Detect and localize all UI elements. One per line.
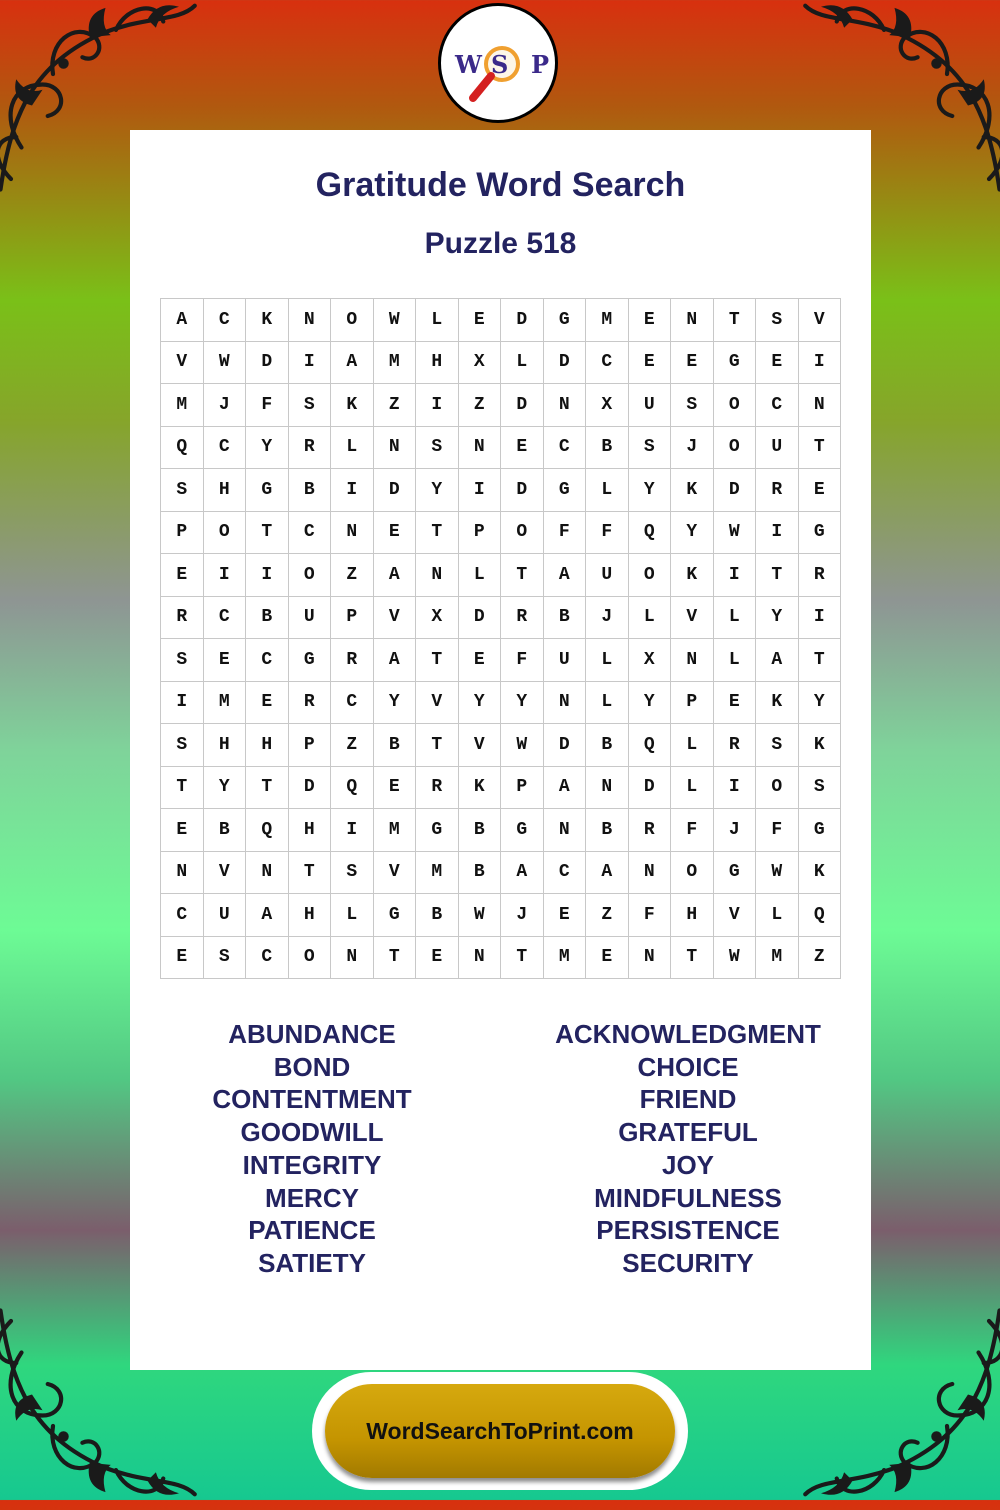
grid-cell[interactable]: T <box>671 937 714 980</box>
grid-cell[interactable]: N <box>544 682 587 725</box>
grid-cell[interactable]: T <box>246 767 289 810</box>
grid-cell[interactable]: C <box>544 427 587 470</box>
grid-cell[interactable]: A <box>544 554 587 597</box>
word-list-item: PATIENCE <box>248 1215 376 1246</box>
grid-cell[interactable]: P <box>459 512 502 555</box>
grid-cell[interactable]: L <box>756 894 799 937</box>
grid-cell[interactable]: A <box>374 554 417 597</box>
grid-cell[interactable]: X <box>459 342 502 385</box>
grid-cell[interactable]: T <box>714 299 757 342</box>
grid-cell[interactable]: E <box>374 512 417 555</box>
grid-cell[interactable]: C <box>246 639 289 682</box>
grid-cell[interactable]: G <box>544 299 587 342</box>
word-list-item: JOY <box>661 1149 715 1180</box>
grid-cell[interactable]: L <box>714 639 757 682</box>
grid-cell[interactable]: F <box>246 384 289 427</box>
grid-cell[interactable]: G <box>501 809 544 852</box>
grid-cell[interactable]: W <box>756 852 799 895</box>
grid-cell[interactable]: D <box>629 767 672 810</box>
grid-cell[interactable]: W <box>501 724 544 767</box>
grid-cell[interactable]: W <box>374 299 417 342</box>
grid-cell[interactable]: L <box>459 554 502 597</box>
puzzle-number: Puzzle 518 <box>424 227 577 260</box>
grid-cell[interactable]: L <box>416 299 459 342</box>
grid-cell[interactable]: I <box>756 512 799 555</box>
logo-letter: P <box>531 50 550 79</box>
grid-cell[interactable]: E <box>374 767 417 810</box>
grid-cell[interactable]: E <box>714 682 757 725</box>
grid-cell[interactable]: O <box>204 512 247 555</box>
word-list-item: CHOICE <box>637 1051 739 1082</box>
grid-cell[interactable]: E <box>204 639 247 682</box>
grid-cell[interactable]: V <box>671 597 714 640</box>
grid-cell[interactable]: B <box>459 852 502 895</box>
grid-cell[interactable]: Y <box>374 682 417 725</box>
grid-cell[interactable]: T <box>501 554 544 597</box>
grid-cell[interactable]: S <box>416 427 459 470</box>
grid-cell[interactable]: P <box>161 512 204 555</box>
grid-cell[interactable]: Y <box>756 597 799 640</box>
grid-cell[interactable]: F <box>629 894 672 937</box>
grid-cell[interactable]: L <box>586 639 629 682</box>
grid-cell[interactable]: S <box>204 937 247 980</box>
page-title: Gratitude Word Search <box>315 166 686 204</box>
grid-cell[interactable]: T <box>246 512 289 555</box>
grid-cell[interactable]: R <box>756 469 799 512</box>
grid-cell[interactable]: C <box>161 894 204 937</box>
grid-cell[interactable]: S <box>161 639 204 682</box>
grid-cell[interactable]: E <box>671 342 714 385</box>
grid-cell[interactable]: I <box>331 809 374 852</box>
grid-cell[interactable]: Y <box>416 469 459 512</box>
grid-cell[interactable]: V <box>799 299 842 342</box>
grid-cell[interactable]: S <box>161 469 204 512</box>
grid-cell[interactable]: Z <box>459 384 502 427</box>
grid-cell[interactable]: C <box>289 512 332 555</box>
grid-cell[interactable]: Z <box>331 724 374 767</box>
word-list-item: MERCY <box>265 1182 359 1213</box>
grid-cell[interactable]: R <box>161 597 204 640</box>
grid-cell[interactable]: O <box>501 512 544 555</box>
grid-cell[interactable]: B <box>459 809 502 852</box>
grid-cell[interactable]: A <box>586 852 629 895</box>
word-list-item: GOODWILL <box>240 1117 384 1148</box>
grid-cell[interactable]: M <box>416 852 459 895</box>
grid-cell[interactable]: O <box>714 384 757 427</box>
grid-cell[interactable]: O <box>629 554 672 597</box>
grid-cell[interactable]: K <box>331 384 374 427</box>
grid-cell[interactable]: H <box>416 342 459 385</box>
grid-cell[interactable]: N <box>289 299 332 342</box>
grid-cell[interactable]: N <box>416 554 459 597</box>
grid-cell[interactable]: U <box>629 384 672 427</box>
grid-cell[interactable]: G <box>714 342 757 385</box>
grid-cell[interactable]: I <box>799 597 842 640</box>
grid-cell[interactable]: O <box>331 299 374 342</box>
grid-cell[interactable]: N <box>459 427 502 470</box>
grid-cell[interactable]: L <box>671 767 714 810</box>
grid-cell[interactable]: H <box>204 469 247 512</box>
grid-cell[interactable]: Y <box>629 682 672 725</box>
grid-cell[interactable]: S <box>629 427 672 470</box>
grid-cell[interactable]: I <box>289 342 332 385</box>
grid-cell[interactable]: G <box>416 809 459 852</box>
grid-cell[interactable]: R <box>799 554 842 597</box>
grid-cell[interactable]: R <box>331 639 374 682</box>
grid-cell[interactable]: I <box>246 554 289 597</box>
grid-cell[interactable]: T <box>161 767 204 810</box>
grid-cell[interactable]: A <box>374 639 417 682</box>
grid-cell[interactable]: R <box>289 427 332 470</box>
grid-cell[interactable]: I <box>714 767 757 810</box>
grid-cell[interactable]: L <box>331 894 374 937</box>
grid-cell[interactable]: V <box>161 342 204 385</box>
grid-cell[interactable]: K <box>756 682 799 725</box>
grid-cell[interactable]: S <box>756 724 799 767</box>
grid-cell[interactable]: J <box>671 427 714 470</box>
word-list-item: MINDFULNESS <box>594 1182 782 1213</box>
grid-cell[interactable]: Q <box>629 512 672 555</box>
grid-cell[interactable]: P <box>671 682 714 725</box>
grid-cell[interactable]: N <box>374 427 417 470</box>
grid-cell[interactable]: E <box>501 427 544 470</box>
grid-cell[interactable]: F <box>586 512 629 555</box>
grid-cell[interactable]: C <box>756 384 799 427</box>
grid-cell[interactable]: R <box>289 682 332 725</box>
grid-cell[interactable]: U <box>756 427 799 470</box>
grid-cell[interactable]: T <box>799 639 842 682</box>
grid-cell[interactable]: S <box>799 767 842 810</box>
grid-cell[interactable]: T <box>416 724 459 767</box>
grid-cell[interactable]: H <box>289 894 332 937</box>
grid-cell[interactable]: Z <box>799 937 842 980</box>
grid-cell[interactable]: A <box>246 894 289 937</box>
grid-cell[interactable]: B <box>289 469 332 512</box>
grid-cell[interactable]: Z <box>374 384 417 427</box>
grid-cell[interactable]: G <box>289 639 332 682</box>
footer-badge <box>312 1372 688 1490</box>
grid-cell[interactable]: N <box>331 512 374 555</box>
grid-cell[interactable]: T <box>416 512 459 555</box>
grid-cell[interactable]: V <box>459 724 502 767</box>
grid-cell[interactable]: H <box>671 894 714 937</box>
grid-cell[interactable]: G <box>374 894 417 937</box>
grid-cell[interactable]: E <box>246 682 289 725</box>
grid-cell[interactable]: C <box>544 852 587 895</box>
grid-cell[interactable]: O <box>289 937 332 980</box>
grid-cell[interactable]: Z <box>331 554 374 597</box>
grid-cell[interactable]: H <box>246 724 289 767</box>
grid-cell[interactable]: E <box>756 342 799 385</box>
logo-letter: S <box>491 50 509 79</box>
grid-cell[interactable]: B <box>586 809 629 852</box>
grid-cell[interactable]: N <box>629 937 672 980</box>
grid-cell[interactable]: I <box>714 554 757 597</box>
grid-cell[interactable]: A <box>331 342 374 385</box>
grid-cell[interactable]: E <box>161 554 204 597</box>
word-list-item: ABUNDANCE <box>228 1019 396 1049</box>
letter-grid[interactable] <box>160 298 841 979</box>
grid-cell[interactable]: V <box>714 894 757 937</box>
word-list-right <box>508 1018 868 1280</box>
grid-cell[interactable]: S <box>331 852 374 895</box>
grid-cell[interactable]: B <box>246 597 289 640</box>
grid-cell[interactable]: M <box>204 682 247 725</box>
grid-cell[interactable]: D <box>459 597 502 640</box>
grid-cell[interactable]: U <box>544 639 587 682</box>
grid-cell[interactable]: M <box>374 342 417 385</box>
grid-cell[interactable]: I <box>331 469 374 512</box>
grid-cell[interactable]: J <box>204 384 247 427</box>
grid-cell[interactable]: I <box>799 342 842 385</box>
grid-cell[interactable]: F <box>671 809 714 852</box>
grid-cell[interactable]: V <box>204 852 247 895</box>
word-list-item: ACKNOWLEDGMENT <box>555 1019 821 1049</box>
word-list-item: SECURITY <box>622 1247 754 1278</box>
grid-cell[interactable]: E <box>459 639 502 682</box>
grid-cell[interactable]: N <box>544 809 587 852</box>
word-list-item: CONTENTMENT <box>212 1084 412 1115</box>
grid-cell[interactable]: P <box>501 767 544 810</box>
grid-cell[interactable]: T <box>756 554 799 597</box>
grid-cell[interactable]: O <box>714 427 757 470</box>
grid-cell[interactable]: Q <box>161 427 204 470</box>
grid-cell[interactable]: I <box>204 554 247 597</box>
site-link-button[interactable]: WordSearchToPrint.com <box>325 1384 675 1478</box>
grid-cell[interactable]: T <box>501 937 544 980</box>
grid-cell[interactable]: N <box>246 852 289 895</box>
grid-cell[interactable]: D <box>501 469 544 512</box>
grid-cell[interactable]: E <box>544 894 587 937</box>
grid-cell[interactable]: E <box>161 937 204 980</box>
grid-cell[interactable]: B <box>374 724 417 767</box>
grid-cell[interactable]: D <box>544 724 587 767</box>
grid-cell[interactable]: R <box>714 724 757 767</box>
grid-cell[interactable]: G <box>246 469 289 512</box>
word-list-item: PERSISTENCE <box>596 1215 780 1246</box>
grid-cell[interactable]: M <box>374 809 417 852</box>
grid-cell[interactable]: B <box>586 724 629 767</box>
grid-cell[interactable]: D <box>714 469 757 512</box>
grid-cell[interactable]: Y <box>799 682 842 725</box>
grid-cell[interactable]: S <box>161 724 204 767</box>
grid-cell[interactable]: N <box>459 937 502 980</box>
grid-cell[interactable]: L <box>331 427 374 470</box>
grid-cell[interactable]: B <box>416 894 459 937</box>
grid-cell[interactable]: D <box>544 342 587 385</box>
grid-cell[interactable]: C <box>204 427 247 470</box>
grid-cell[interactable]: Q <box>799 894 842 937</box>
grid-cell[interactable]: T <box>799 427 842 470</box>
grid-cell[interactable]: H <box>289 809 332 852</box>
grid-cell[interactable]: O <box>756 767 799 810</box>
word-list-item: GRATEFUL <box>618 1117 758 1148</box>
grid-cell[interactable]: T <box>289 852 332 895</box>
word-list-item: SATIETY <box>258 1247 366 1278</box>
grid-cell[interactable]: N <box>799 384 842 427</box>
puzzle-sheet <box>130 130 871 1370</box>
grid-cell[interactable]: E <box>416 937 459 980</box>
grid-cell[interactable]: G <box>799 512 842 555</box>
grid-cell[interactable]: L <box>629 597 672 640</box>
grid-cell[interactable]: K <box>671 554 714 597</box>
grid-cell[interactable]: M <box>544 937 587 980</box>
grid-cell[interactable]: E <box>629 342 672 385</box>
grid-cell[interactable]: J <box>586 597 629 640</box>
grid-cell[interactable]: Z <box>586 894 629 937</box>
word-list-item: BOND <box>273 1051 351 1082</box>
grid-cell[interactable]: V <box>416 682 459 725</box>
grid-cell[interactable]: X <box>416 597 459 640</box>
grid-cell[interactable]: K <box>671 469 714 512</box>
wsp-logo[interactable] <box>438 3 558 123</box>
word-list-left <box>132 1018 492 1280</box>
grid-cell[interactable]: F <box>544 512 587 555</box>
grid-cell[interactable]: Y <box>671 512 714 555</box>
grid-cell[interactable]: N <box>331 937 374 980</box>
grid-cell[interactable]: Q <box>331 767 374 810</box>
grid-cell[interactable]: P <box>289 724 332 767</box>
grid-cell[interactable]: J <box>714 809 757 852</box>
grid-cell[interactable]: D <box>246 342 289 385</box>
grid-cell[interactable]: F <box>501 639 544 682</box>
grid-cell[interactable]: M <box>161 384 204 427</box>
grid-cell[interactable]: K <box>799 852 842 895</box>
grid-cell[interactable]: W <box>714 937 757 980</box>
grid-cell[interactable]: W <box>714 512 757 555</box>
grid-cell[interactable]: L <box>586 469 629 512</box>
grid-cell[interactable]: N <box>671 639 714 682</box>
grid-cell[interactable]: R <box>501 597 544 640</box>
grid-cell[interactable]: S <box>671 384 714 427</box>
grid-cell[interactable]: V <box>374 597 417 640</box>
grid-cell[interactable]: M <box>756 937 799 980</box>
grid-cell[interactable]: L <box>586 682 629 725</box>
grid-cell[interactable]: Q <box>246 809 289 852</box>
grid-cell[interactable]: G <box>544 469 587 512</box>
grid-cell[interactable]: U <box>586 554 629 597</box>
grid-cell[interactable]: U <box>204 894 247 937</box>
grid-cell[interactable]: S <box>289 384 332 427</box>
grid-cell[interactable]: K <box>799 724 842 767</box>
grid-cell[interactable]: B <box>544 597 587 640</box>
grid-cell[interactable]: Y <box>629 469 672 512</box>
grid-cell[interactable]: A <box>161 299 204 342</box>
grid-cell[interactable]: G <box>799 809 842 852</box>
grid-cell[interactable]: L <box>714 597 757 640</box>
grid-cell[interactable]: Y <box>459 682 502 725</box>
grid-cell[interactable]: K <box>246 299 289 342</box>
grid-cell[interactable]: C <box>246 937 289 980</box>
grid-cell[interactable]: Y <box>501 682 544 725</box>
grid-cell[interactable]: C <box>204 299 247 342</box>
grid-cell[interactable]: N <box>161 852 204 895</box>
grid-cell[interactable]: X <box>586 384 629 427</box>
grid-cell[interactable]: W <box>204 342 247 385</box>
grid-cell[interactable]: E <box>459 299 502 342</box>
grid-cell[interactable]: Y <box>204 767 247 810</box>
grid-cell[interactable]: L <box>671 724 714 767</box>
grid-cell[interactable]: T <box>416 639 459 682</box>
grid-cell[interactable]: O <box>671 852 714 895</box>
grid-cell[interactable]: V <box>374 852 417 895</box>
word-list-item: FRIEND <box>639 1084 737 1115</box>
grid-cell[interactable]: N <box>629 852 672 895</box>
grid-cell[interactable]: R <box>629 809 672 852</box>
grid-cell[interactable]: D <box>374 469 417 512</box>
grid-cell[interactable]: W <box>459 894 502 937</box>
grid-cell[interactable]: H <box>204 724 247 767</box>
grid-cell[interactable]: A <box>756 639 799 682</box>
grid-cell[interactable]: B <box>586 427 629 470</box>
grid-cell[interactable]: Q <box>629 724 672 767</box>
grid-cell[interactable]: B <box>204 809 247 852</box>
grid-cell[interactable]: A <box>544 767 587 810</box>
grid-cell[interactable]: Y <box>246 427 289 470</box>
grid-cell[interactable]: N <box>671 299 714 342</box>
grid-cell[interactable]: M <box>586 299 629 342</box>
grid-cell[interactable]: G <box>714 852 757 895</box>
grid-cell[interactable]: U <box>289 597 332 640</box>
grid-cell[interactable]: I <box>161 682 204 725</box>
grid-cell[interactable]: R <box>416 767 459 810</box>
grid-cell[interactable]: N <box>586 767 629 810</box>
word-list-item: INTEGRITY <box>242 1149 382 1180</box>
grid-cell[interactable]: C <box>331 682 374 725</box>
grid-cell[interactable]: D <box>501 299 544 342</box>
grid-cell[interactable]: E <box>586 937 629 980</box>
grid-cell[interactable]: C <box>204 597 247 640</box>
grid-cell[interactable]: X <box>629 639 672 682</box>
grid-cell[interactable]: P <box>331 597 374 640</box>
grid-cell[interactable]: A <box>501 852 544 895</box>
grid-cell[interactable]: F <box>756 809 799 852</box>
grid-cell[interactable]: L <box>501 342 544 385</box>
grid-cell[interactable]: D <box>289 767 332 810</box>
grid-cell[interactable]: E <box>799 469 842 512</box>
grid-cell[interactable]: C <box>586 342 629 385</box>
grid-cell[interactable]: N <box>544 384 587 427</box>
grid-cell[interactable]: I <box>416 384 459 427</box>
grid-cell[interactable]: J <box>501 894 544 937</box>
grid-cell[interactable]: D <box>501 384 544 427</box>
grid-cell[interactable]: K <box>459 767 502 810</box>
grid-cell[interactable]: I <box>459 469 502 512</box>
logo-letter: W <box>455 50 482 79</box>
grid-cell[interactable]: S <box>756 299 799 342</box>
grid-cell[interactable]: E <box>161 809 204 852</box>
grid-cell[interactable]: E <box>629 299 672 342</box>
grid-cell[interactable]: O <box>289 554 332 597</box>
grid-cell[interactable]: T <box>374 937 417 980</box>
